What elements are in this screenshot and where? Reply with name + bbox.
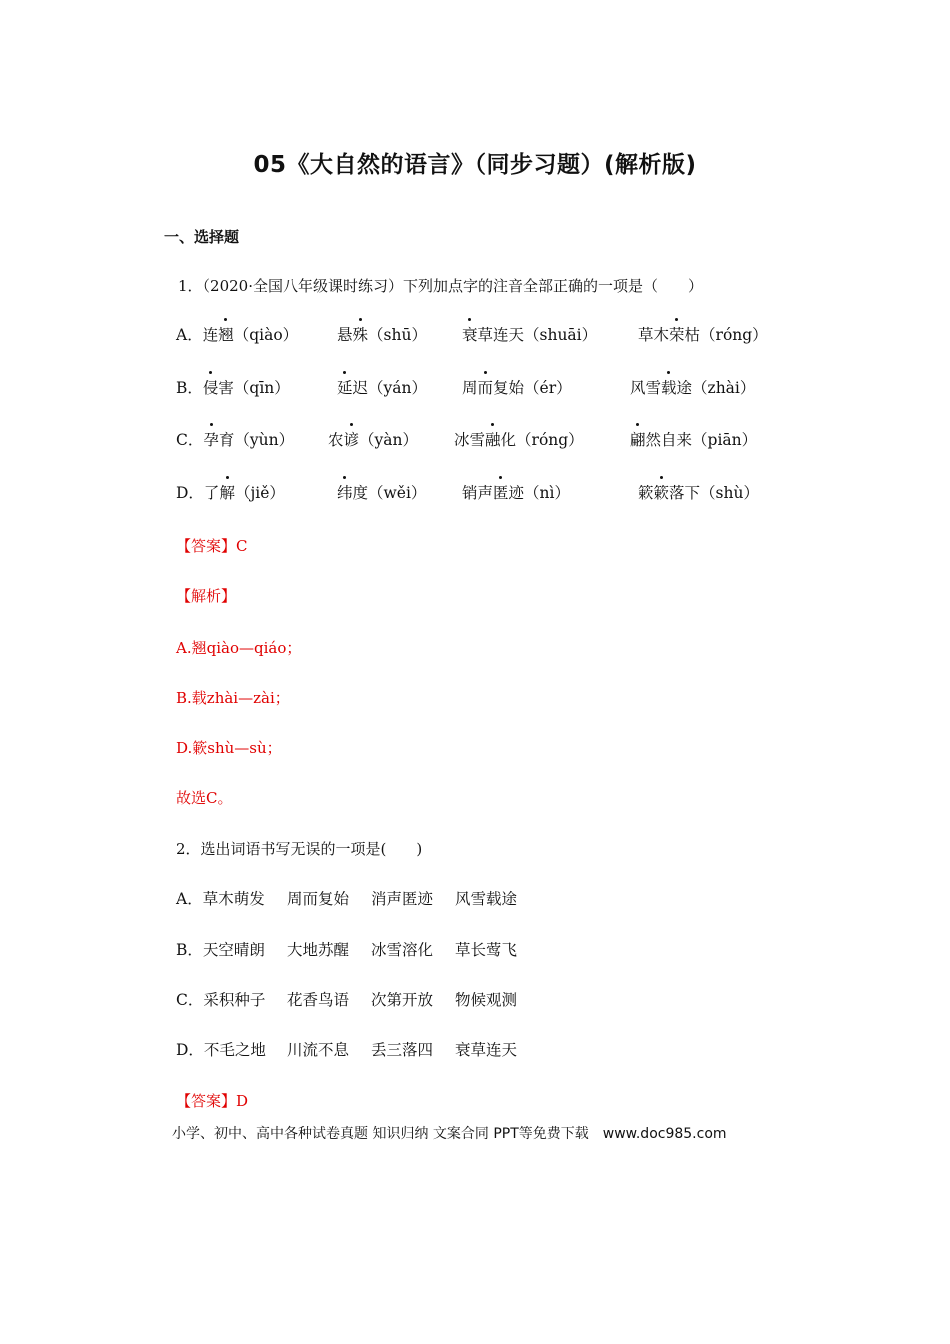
q1-stem: 1．（2020·全国八年级课时练习）下列加点字的注音全部正确的一项是（ ） [178,277,703,295]
q1-c-3: 冰雪融化（róng） [454,431,584,449]
q1-a-3: 衰草连天（shuāi） [462,326,598,344]
q2-c-3: 次第开放 [371,991,434,1009]
q2-d-2: 川流不息 [287,1041,350,1059]
q2-c-2: 花香鸟语 [287,991,350,1009]
q1-analysis-line-b: B.载zhài—zài； [176,689,290,707]
q2-c-1: C．采积种子 [176,991,266,1009]
q2-answer: 【答案】D [176,1092,249,1110]
q2-a-2: 周而复始 [287,890,350,908]
q1-d-4: 簌簌落下（shù） [638,484,759,502]
q1-c-4: 翩然自来（piān） [630,431,758,449]
q2-d-4: 衰草连天 [455,1041,518,1059]
q1-c-1: C．孕育（yùn） [176,431,295,449]
q2-b-3: 冰雪溶化 [371,941,434,959]
q2-a-4: 风雪载途 [455,890,518,908]
q2-b-4: 草长莺飞 [455,941,518,959]
q1-a-1: A．连翘（qiào） [176,326,299,344]
q2-a-3: 消声匿迹 [371,890,434,908]
q1-b-2: 延迟（yán） [337,379,427,397]
q2-b-2: 大地苏醒 [287,941,350,959]
q1-d-3: 销声匿迹（nì） [462,484,570,502]
q1-b-1: B．侵害（qīn） [176,379,290,397]
q1-d-2: 纬度（wěi） [337,484,427,502]
q1-c-2: 农谚（yàn） [328,431,419,449]
q1-a-4: 草木荣枯（róng） [638,326,768,344]
q1-d-1: D．了解（jiě） [176,484,285,502]
page-title: 05《大自然的语言》（同步习题）(解析版) [253,152,697,178]
section-heading: 一、选择题 [164,228,240,246]
q1-analysis-label: 【解析】 [176,587,237,605]
q1-a-2: 悬殊（shū） [337,326,427,344]
q1-answer: 【答案】C [176,537,248,555]
q1-b-3: 周而复始（ér） [462,379,572,397]
q2-d-3: 丢三落四 [371,1041,434,1059]
q2-d-1: D．不毛之地 [176,1041,266,1059]
q1-analysis-line-d: D.簌shù—sù； [176,739,282,757]
q1-analysis-line-a: A.翘qiào—qiáo； [176,639,302,657]
q2-stem: 2．选出词语书写无误的一项是( ) [176,840,423,858]
q1-b-4: 风雪载途（zhài） [630,379,756,397]
q2-b-1: B．天空晴朗 [176,941,265,959]
q2-a-1: A．草木萌发 [176,890,265,908]
footer-promo-text: 小学、初中、高中各种试卷真题 知识归纳 文案合同 PPT等免费下载 www.doc985.com [172,1126,727,1142]
q2-c-4: 物候观测 [455,991,518,1009]
q1-analysis-conclusion: 故选C。 [176,789,233,807]
